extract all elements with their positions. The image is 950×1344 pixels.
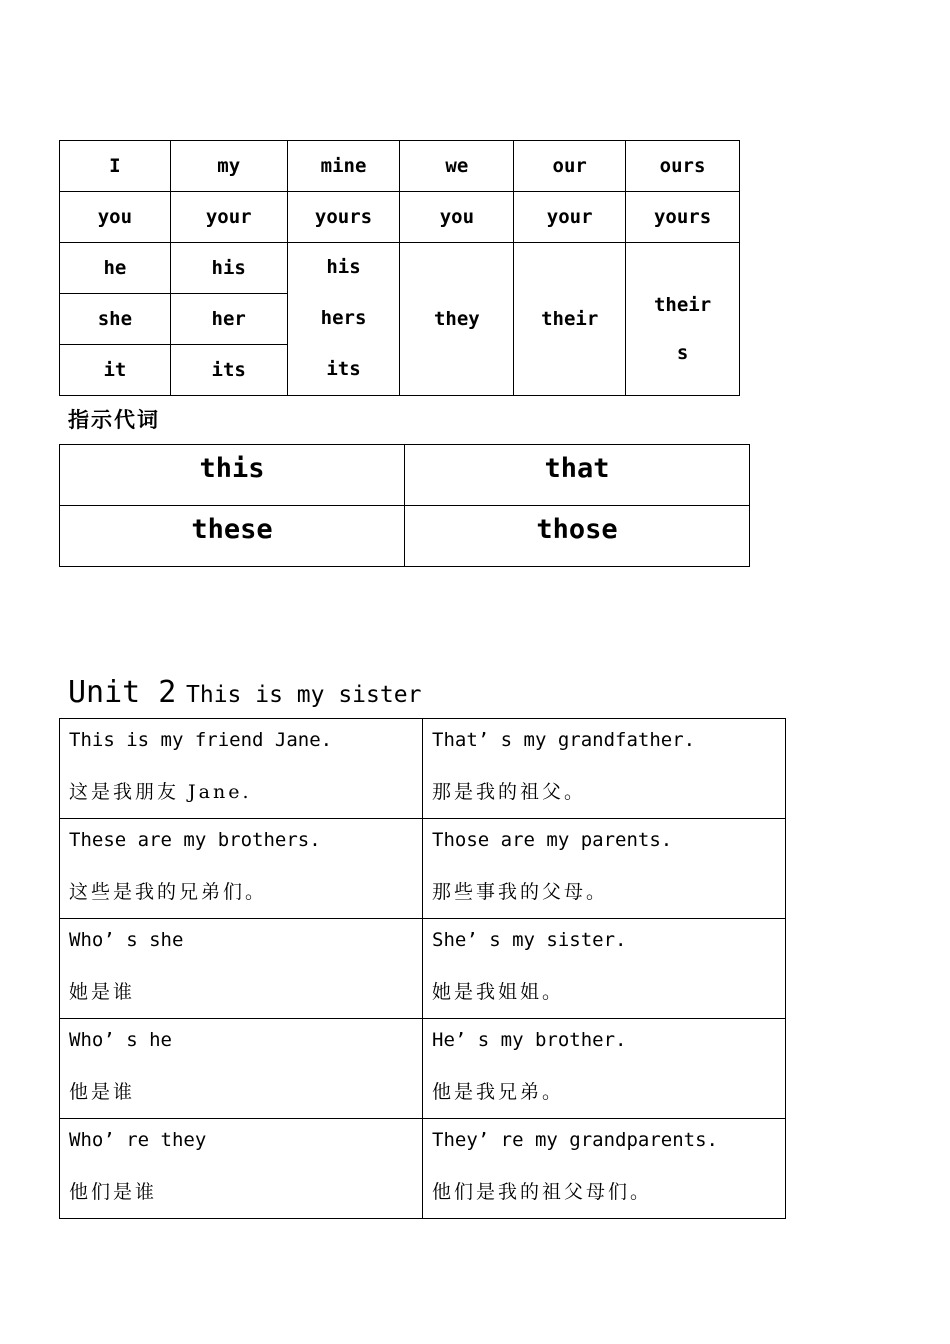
sentence-row bbox=[60, 1119, 786, 1219]
sentence-cell bbox=[60, 719, 423, 819]
english-sentence: Those are my parents. bbox=[432, 829, 673, 851]
pronoun-cell: her bbox=[170, 294, 287, 345]
pronoun-cell: yours bbox=[626, 192, 740, 243]
demonstrative-row bbox=[60, 445, 750, 506]
pronoun-cell: you bbox=[60, 192, 171, 243]
pronoun-cell: he bbox=[60, 243, 171, 294]
pronoun-merged-cell bbox=[287, 243, 400, 396]
pronoun-cell: we bbox=[400, 141, 514, 192]
sentence-cell bbox=[423, 719, 786, 819]
pronoun-cell: your bbox=[514, 192, 626, 243]
sentence-table bbox=[59, 718, 786, 1219]
english-sentence: They’ re my grandparents. bbox=[432, 1129, 718, 1151]
sentence-cell bbox=[423, 1019, 786, 1119]
english-sentence: These are my brothers. bbox=[69, 829, 321, 851]
sentence-cell bbox=[423, 819, 786, 919]
pronoun-merged-cell: they bbox=[400, 243, 514, 396]
sentence-cell bbox=[60, 1019, 423, 1119]
pronoun-cell: mine bbox=[287, 141, 400, 192]
sentence-cell bbox=[423, 919, 786, 1019]
sentence-row bbox=[60, 719, 786, 819]
pronoun-table bbox=[59, 140, 740, 396]
pronoun-stack bbox=[626, 244, 739, 394]
pronoun-row bbox=[60, 192, 740, 243]
pronoun-text: its bbox=[326, 358, 361, 380]
english-sentence: Who’ re they bbox=[69, 1129, 207, 1151]
english-sentence: Who’ s he bbox=[69, 1029, 172, 1051]
pronoun-row bbox=[60, 141, 740, 192]
sentence-cell bbox=[423, 1119, 786, 1219]
sentence-row bbox=[60, 819, 786, 919]
sentence-row bbox=[60, 919, 786, 1019]
sentence-cell bbox=[60, 819, 423, 919]
pronoun-row bbox=[60, 243, 740, 294]
demonstrative-cell: this bbox=[60, 445, 405, 506]
chinese-translation: 他们是我的祖父母们。 bbox=[432, 1181, 653, 1203]
english-sentence: She’ s my sister. bbox=[432, 929, 627, 951]
pronoun-cell: yours bbox=[287, 192, 400, 243]
sentence-cell bbox=[60, 919, 423, 1019]
pronoun-cell: its bbox=[170, 345, 287, 396]
pronoun-text: hers bbox=[320, 307, 367, 329]
pronoun-stack bbox=[288, 244, 400, 394]
pronoun-cell: our bbox=[514, 141, 626, 192]
sentence-cell bbox=[60, 1119, 423, 1219]
pronoun-cell: she bbox=[60, 294, 171, 345]
english-sentence: This is my friend Jane. bbox=[69, 729, 333, 751]
english-sentence: That’ s my grandfather. bbox=[432, 729, 696, 751]
pronoun-text: s bbox=[676, 342, 689, 364]
chinese-translation: 他们是谁 bbox=[69, 1181, 158, 1203]
sentence-row bbox=[60, 1019, 786, 1119]
demonstrative-cell: those bbox=[405, 506, 750, 567]
unit-heading bbox=[68, 675, 421, 710]
pronoun-merged-cell: their bbox=[514, 243, 626, 396]
chinese-translation: 她是我姐姐。 bbox=[432, 981, 565, 1003]
chinese-translation: 那些事我的父母。 bbox=[432, 881, 609, 903]
english-sentence: Who’ s she bbox=[69, 929, 184, 951]
pronoun-cell: you bbox=[400, 192, 514, 243]
chinese-translation: 那是我的祖父。 bbox=[432, 781, 587, 803]
demonstrative-row bbox=[60, 506, 750, 567]
pronoun-text: their bbox=[653, 294, 712, 316]
pronoun-merged-cell bbox=[626, 243, 740, 396]
pronoun-cell: ours bbox=[626, 141, 740, 192]
pronoun-text: his bbox=[326, 256, 361, 278]
pronoun-cell: I bbox=[60, 141, 171, 192]
demonstrative-cell: these bbox=[60, 506, 405, 567]
demonstrative-cell: that bbox=[405, 445, 750, 506]
pronoun-cell: my bbox=[170, 141, 287, 192]
unit-title: This is my sister bbox=[186, 682, 422, 708]
pronoun-cell: your bbox=[170, 192, 287, 243]
pronoun-cell: it bbox=[60, 345, 171, 396]
chinese-translation: 他是我兄弟。 bbox=[432, 1081, 565, 1103]
pronoun-cell: his bbox=[170, 243, 287, 294]
chinese-translation: 他是谁 bbox=[69, 1081, 136, 1103]
unit-number: Unit 2 bbox=[68, 675, 177, 710]
english-sentence: He’ s my brother. bbox=[432, 1029, 627, 1051]
chinese-translation: 这些是我的兄弟们。 bbox=[69, 881, 268, 903]
demonstrative-heading: 指示代词 bbox=[68, 408, 160, 432]
chinese-translation: 这是我朋友 Jane. bbox=[69, 781, 252, 803]
demonstrative-table bbox=[59, 444, 750, 567]
chinese-translation: 她是谁 bbox=[69, 981, 136, 1003]
